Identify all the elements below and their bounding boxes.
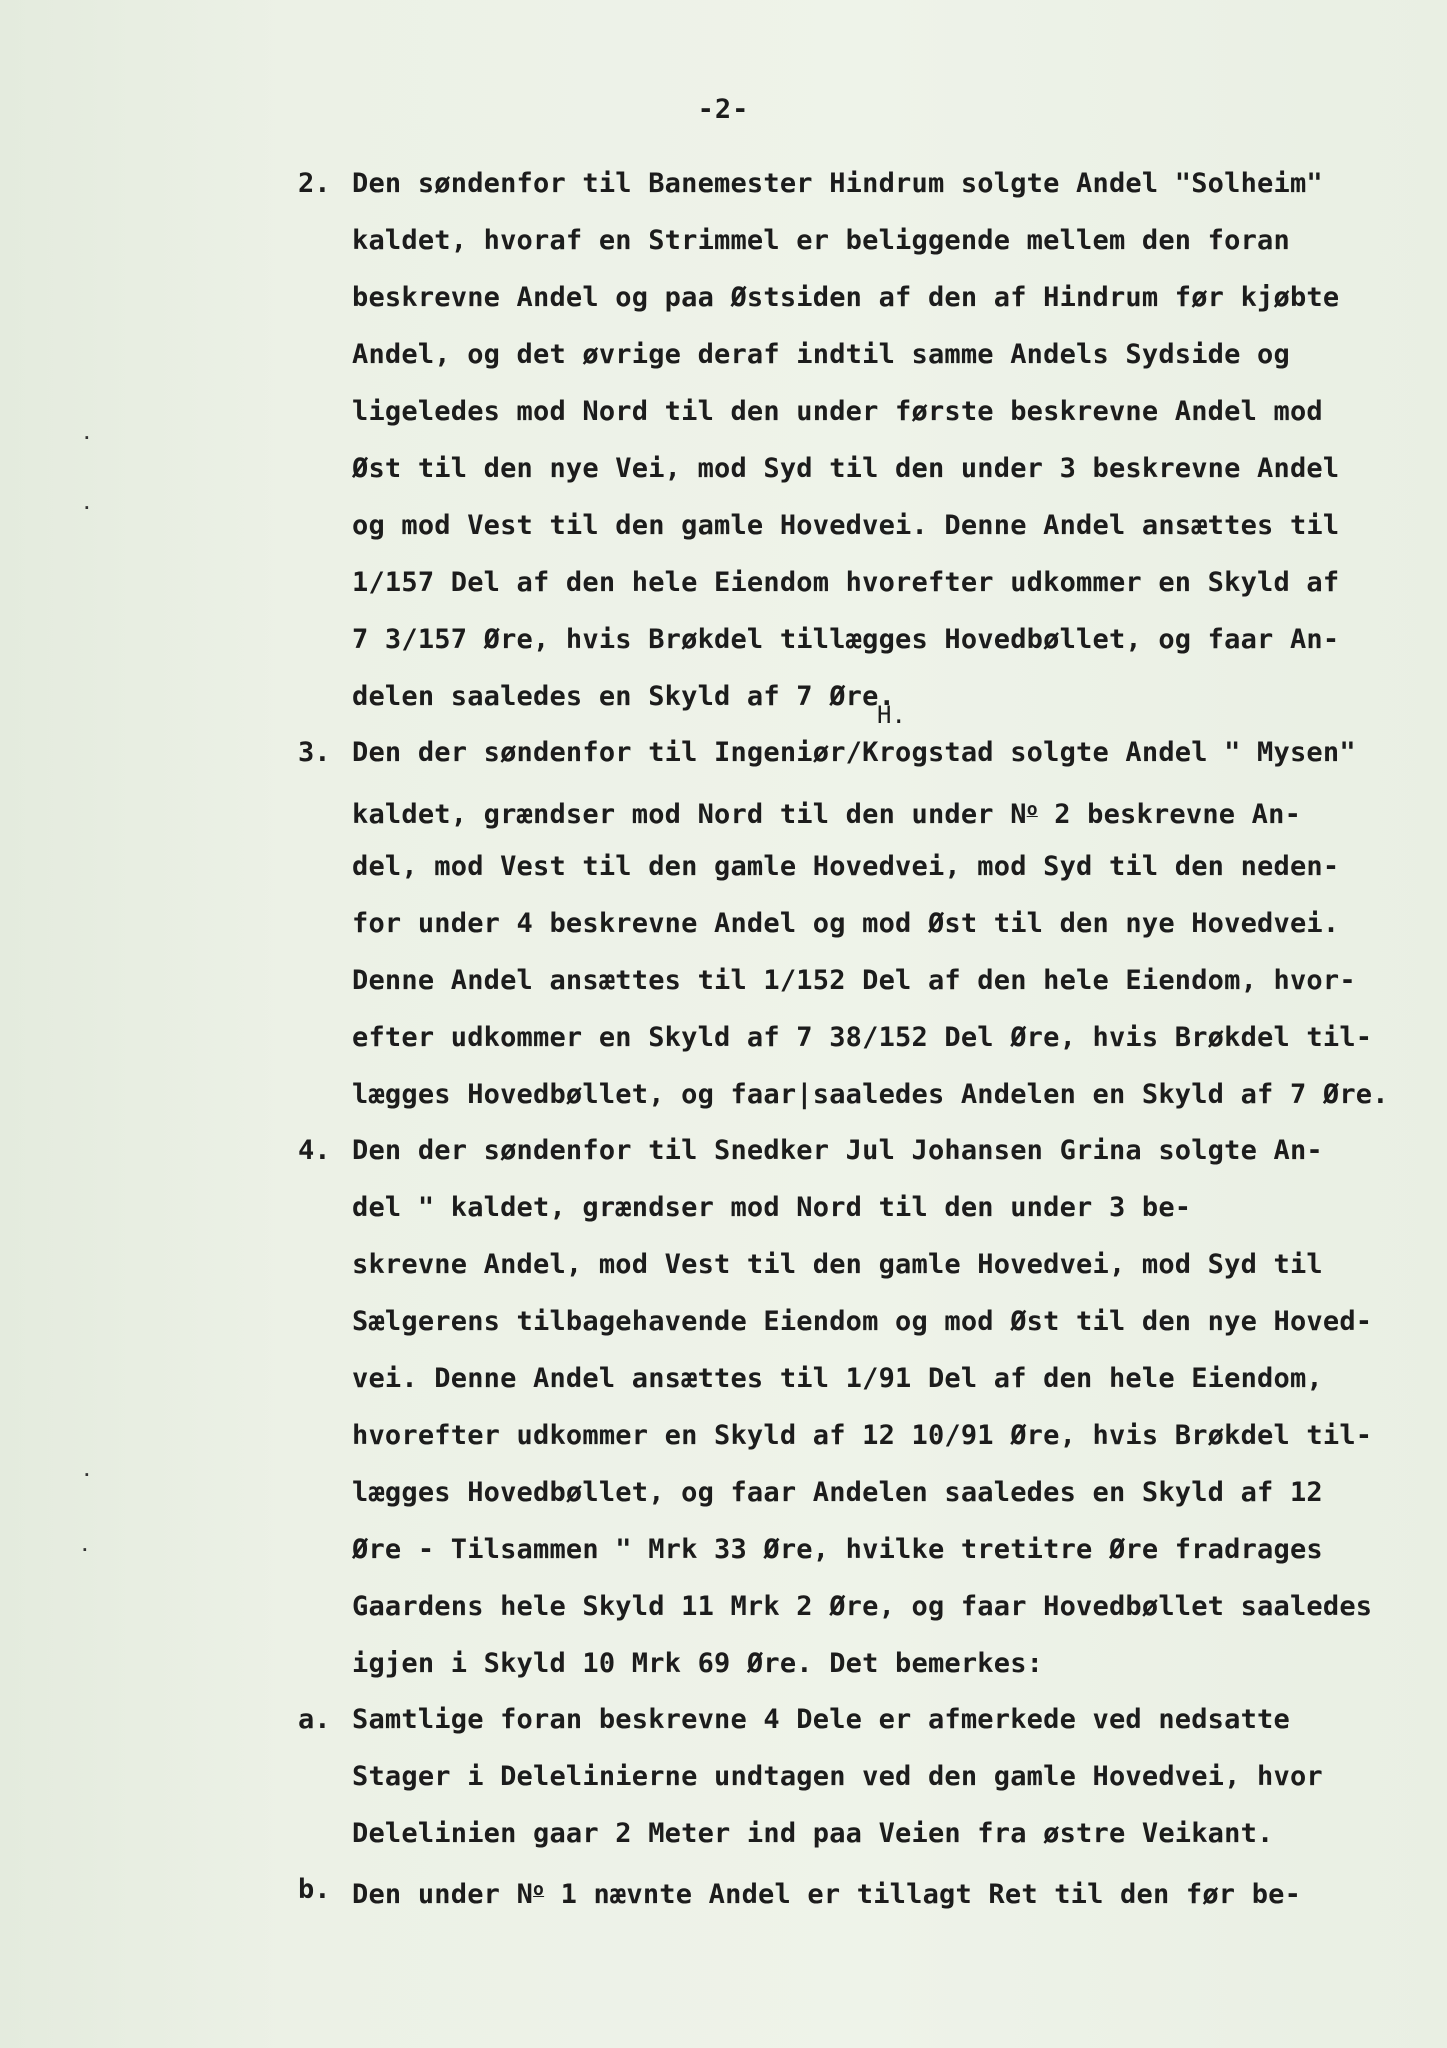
handwritten-insertion: H. xyxy=(877,701,906,729)
text-line: igjen i Skyld 10 Mrk 69 Øre. Det bemerkes: xyxy=(352,1648,1044,1679)
text-line: Delelinien gaar 2 Meter ind paa Veien fra østre Veikant. xyxy=(352,1818,1274,1849)
margin-mark: · xyxy=(82,498,92,517)
margin-mark: · xyxy=(82,428,92,447)
text-line: Andel, og det øvrige deraf indtil samme Andels Sydside og xyxy=(352,339,1290,370)
paragraph-marker-b: b. xyxy=(298,1874,331,1905)
text-line: for under 4 beskrevne Andel og mod Øst til den nye Hovedvei. xyxy=(352,908,1340,939)
text-line: del " kaldet, grændser mod Nord til den under 3 be- xyxy=(352,1192,1192,1223)
paragraph-marker-a: a. xyxy=(298,1704,331,1735)
number-abbreviation: $N^o$ xyxy=(1010,799,1038,830)
text-line: Gaardens hele Skyld 11 Mrk 2 Øre, og faar Hovedbøllet saaledes xyxy=(352,1591,1373,1622)
text-line: Den der søndenfor til Snedker Jul Johansen Grina solgte An- xyxy=(352,1135,1323,1166)
text-line: kaldet, grændser mod Nord til den under $N^o$ 2 beskrevne An- xyxy=(352,799,1302,830)
text-line: Stager i Delelinierne undtagen ved den gamle Hovedvei, hvor xyxy=(352,1761,1323,1792)
text-line: Samtlige foran beskrevne 4 Dele er afmerkede ved nedsatte xyxy=(352,1704,1290,1735)
text-line: lægges Hovedbøllet, og faar Andelen saaledes en Skyld af 12 xyxy=(352,1477,1323,1508)
paragraph-marker-4: 4. xyxy=(298,1135,331,1166)
text-line: delen saaledes en Skyld af 7 Øre. xyxy=(352,681,896,712)
text-line: Den der søndenfor til Ingeniør/Krogstad solgte Andel " Mysen" xyxy=(352,737,1356,768)
text-line: ligeledes mod Nord til den under første beskrevne Andel mod xyxy=(352,396,1323,427)
text-line: og mod Vest til den gamle Hovedvei. Denne Andel ansættes til xyxy=(352,510,1340,541)
text-line: 1/157 Del af den hele Eiendom hvorefter udkommer en Skyld af xyxy=(352,567,1340,598)
text-line: beskrevne Andel og paa Østsiden af den af Hindrum før kjøbte xyxy=(352,282,1340,313)
text-line: Denne Andel ansættes til 1/152 Del af den hele Eiendom, hvor- xyxy=(352,965,1356,996)
paragraph-marker-3: 3. xyxy=(298,737,331,768)
text-line: del, mod Vest til den gamle Hovedvei, mod Syd til den neden- xyxy=(352,851,1340,882)
number-abbreviation: $N^o$ xyxy=(516,1879,545,1910)
text-line: vei. Denne Andel ansættes til 1/91 Del af den hele Eiendom, xyxy=(352,1363,1323,1394)
text-line: Den under $N^o$ 1 nævnte Andel er tillagt Ret til den før be- xyxy=(352,1879,1302,1910)
text-line: kaldet, hvoraf en Strimmel er beliggende mellem den foran xyxy=(352,225,1290,256)
text-line: Øre - Tilsammen " Mrk 33 Øre, hvilke tretitre Øre fradrages xyxy=(352,1534,1323,1565)
text-line: Øst til den nye Vei, mod Syd til den under 3 beskrevne Andel xyxy=(352,453,1340,484)
text-line: Den søndenfor til Banemester Hindrum solgte Andel "Solheim" xyxy=(352,168,1323,199)
text-line: skrevne Andel, mod Vest til den gamle Hovedvei, mod Syd til xyxy=(352,1249,1323,1280)
page-number: -2- xyxy=(697,94,750,125)
text-line: lægges Hovedbøllet, og faar|saaledes Andelen en Skyld af 7 Øre. xyxy=(352,1079,1389,1110)
paragraph-marker-2: 2. xyxy=(298,168,331,199)
margin-mark: · xyxy=(80,1540,90,1559)
text-line: Sælgerens tilbagehavende Eiendom og mod Øst til den nye Hoved- xyxy=(352,1306,1373,1337)
margin-mark: · xyxy=(82,1465,92,1484)
text-line: 7 3/157 Øre, hvis Brøkdel tillægges Hovedbøllet, og faar An- xyxy=(352,624,1340,655)
text-line: efter udkommer en Skyld af 7 38/152 Del Øre, hvis Brøkdel til- xyxy=(352,1022,1373,1053)
text-line: hvorefter udkommer en Skyld af 12 10/91 Øre, hvis Brøkdel til- xyxy=(352,1420,1373,1451)
